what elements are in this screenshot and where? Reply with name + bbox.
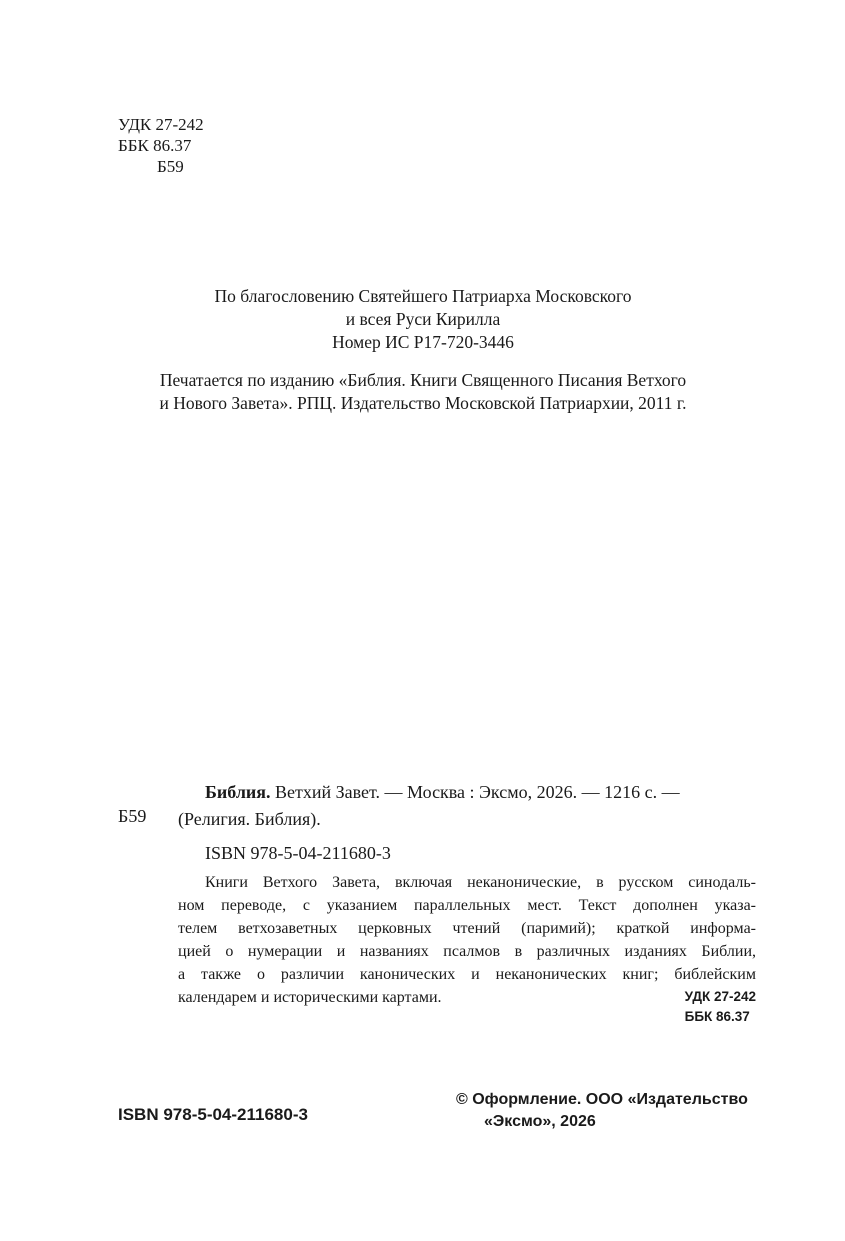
copyright-notice xyxy=(456,1089,748,1133)
annotation-line: Книги Ветхого Завета, включая неканонические, в русском синодаль- xyxy=(205,874,756,891)
publication-details: Ветхий Завет. — Москва : Эксмо, 2026. — 1216 с. — xyxy=(270,782,680,802)
blessing-line-1: По благословению Святейшего Патриарха Московского xyxy=(214,286,632,306)
udk-code-bold: УДК 27-242 xyxy=(684,989,756,1004)
annotation-line: а также о различии канонических и неканонических книг; библейским xyxy=(178,966,756,983)
classification-codes-bold xyxy=(685,987,756,1027)
annotation-line: телем ветхозаветных церковных чтений (паримий); краткой информа- xyxy=(178,920,756,937)
blessing-block xyxy=(118,285,728,354)
source-line-2: и Нового Завета». РПЦ. Издательство Московской Патриархии, 2011 г. xyxy=(159,393,687,413)
isbn-bottom: ISBN 978-5-04-211680-3 xyxy=(118,1105,308,1124)
source-edition-note xyxy=(118,369,728,415)
udk-code: УДК 27-242 xyxy=(118,115,204,134)
isbn-line: ISBN 978-5-04-211680-3 xyxy=(205,843,391,863)
blessing-line-2: и всея Руси Кирилла xyxy=(345,309,501,329)
bibliographic-record xyxy=(178,779,756,867)
registration-number: Номер ИС Р17-720-3446 xyxy=(332,332,514,352)
bibliography-code: Б59 xyxy=(118,806,147,826)
bbk-code: ББК 86.37 xyxy=(118,136,192,155)
classification-block xyxy=(118,114,204,177)
annotation-line: календарем и историческими картами. xyxy=(178,989,442,1006)
series-line: (Религия. Библия). xyxy=(178,809,321,829)
annotation-line: ном переводе, с указанием параллельных мест. Текст дополнен указа- xyxy=(178,897,756,914)
author-mark: Б59 xyxy=(157,157,184,176)
copyright-line-1: © Оформление. ООО «Издательство xyxy=(456,1091,748,1108)
annotation-line: цией о нумерации и названиях псалмов в различных изданиях Библии, xyxy=(178,943,756,960)
book-title: Библия. xyxy=(205,782,271,802)
bbk-code-bold: ББК 86.37 xyxy=(684,1009,750,1024)
source-line-1: Печатается по изданию «Библия. Книги Священного Писания Ветхого xyxy=(159,370,687,390)
bibliographic-title-line xyxy=(178,779,756,806)
copyright-line-2: «Эксмо», 2026 xyxy=(484,1113,596,1130)
annotation xyxy=(178,871,756,1009)
